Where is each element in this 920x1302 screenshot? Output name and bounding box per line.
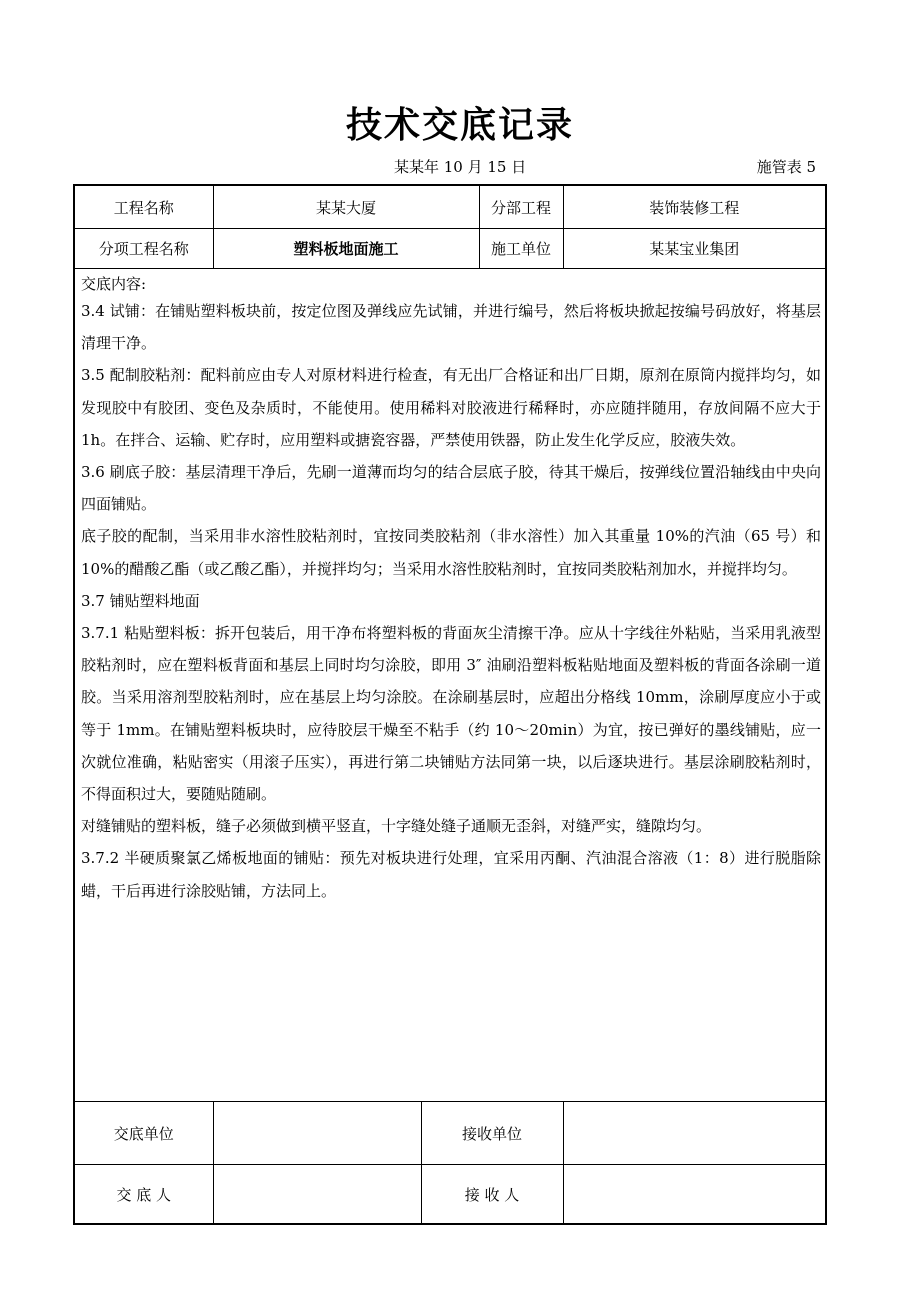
record-date: 某某年 10 月 15 日 (394, 158, 527, 176)
signature-row-persons (74, 1165, 826, 1225)
division-label: 分部工程 (479, 185, 563, 229)
project-name-label: 工程名称 (74, 185, 213, 229)
content-paragraph: 3.7.1 粘贴塑料板：拆开包装后，用干净布将塑料板的背面灰尘清擦干净。应从十字线往外粘贴，当采用乳液型胶粘剂时，应在塑料板背面和基层上同时均匀涂胶，即用 3″ 油刷沿塑料板粘贴地面及塑料板的背面各涂刷一道胶。当采用溶剂型胶粘剂时，应在基层上均匀涂胶。在涂刷基层时，应超出分格线 10mm，涂刷厚度应小于或等于 1mm。在铺贴塑料板块时，应待胶层干燥至不粘手（约 10～20min）为宜，按已弹好的墨线铺贴，应一次就位准确，粘贴密实（用滚子压实），再进行第二块铺贴方法同第一块，以后逐块进行。基层涂刷胶粘剂时，不得面积过大，要随贴随刷。 (81, 624, 822, 804)
receiving-unit-field[interactable] (563, 1102, 826, 1165)
handover-person-label: 交 底 人 (74, 1165, 213, 1225)
content-row (74, 269, 826, 1102)
content-paragraph: 3.7.2 半硬质聚氯乙烯板地面的铺贴：预先对板块进行处理，宜采用丙酮、汽油混合溶液（1：8）进行脱脂除蜡，干后再进行涂胶贴铺，方法同上。 (81, 849, 822, 900)
receiver-field[interactable] (563, 1165, 826, 1225)
content-paragraph: 3.4 试铺：在铺贴塑料板块前，按定位图及弹线应先试铺，并进行编号，然后将板块掀起按编号码放好，将基层清理干净。 (81, 302, 822, 353)
contractor-value: 某某宝业集团 (563, 229, 826, 269)
handover-person-field[interactable] (213, 1165, 421, 1225)
content-paragraph: 对缝铺贴的塑料板，缝子必须做到横平竖直，十字缝处缝子通顺无歪斜，对缝严实，缝隙均匀。 (81, 817, 712, 836)
subitem-label: 分项工程名称 (74, 229, 213, 269)
receiving-unit-label: 接收单位 (421, 1102, 563, 1165)
content-paragraph: 3.7 铺贴塑料地面 (81, 591, 200, 610)
content-cell (74, 269, 826, 1102)
receiver-label: 接 收 人 (421, 1165, 563, 1225)
content-paragraph: 3.6 刷底子胶：基层清理干净后，先刷一道薄而均匀的结合层底子胶，待其干燥后，按弹线位置沿轴线由中央向四面铺贴。 (81, 463, 822, 514)
form-number: 施管表 5 (756, 158, 816, 176)
handover-unit-field[interactable] (213, 1102, 421, 1165)
handover-unit-label: 交底单位 (74, 1102, 213, 1165)
header-row-subitem (74, 229, 826, 269)
subitem-value: 塑料板地面施工 (213, 229, 479, 269)
header-row-project (74, 185, 826, 229)
division-value: 装饰装修工程 (563, 185, 826, 229)
content-label: 交底内容: (81, 275, 147, 293)
project-name-value: 某某大厦 (213, 185, 479, 229)
signature-row-units (74, 1102, 826, 1165)
record-table (73, 184, 827, 1225)
page-title: 技术交底记录 (345, 105, 574, 146)
contractor-label: 施工单位 (479, 229, 563, 269)
content-paragraph: 底子胶的配制，当采用非水溶性胶粘剂时，宜按同类胶粘剂（非水溶性）加入其重量 10%的汽油（65 号）和 10%的醋酸乙酯（或乙酸乙酯），并搅拌均匀；当采用水溶性胶粘剂时，宜按同类胶粘剂加水，并搅拌均匀。 (81, 527, 822, 578)
content-paragraph: 3.5 配制胶粘剂：配料前应由专人对原材料进行检查，有无出厂合格证和出厂日期，原剂在原筒内搅拌均匀，如发现胶中有胶团、变色及杂质时，不能使用。使用稀料对胶液进行稀释时，亦应随拌随用，存放间隔不应大于 1h。在拌合、运输、贮存时，应用塑料或搪瓷容器，严禁使用铁器，防止发生化学反应，胶液失效。 (81, 366, 822, 449)
